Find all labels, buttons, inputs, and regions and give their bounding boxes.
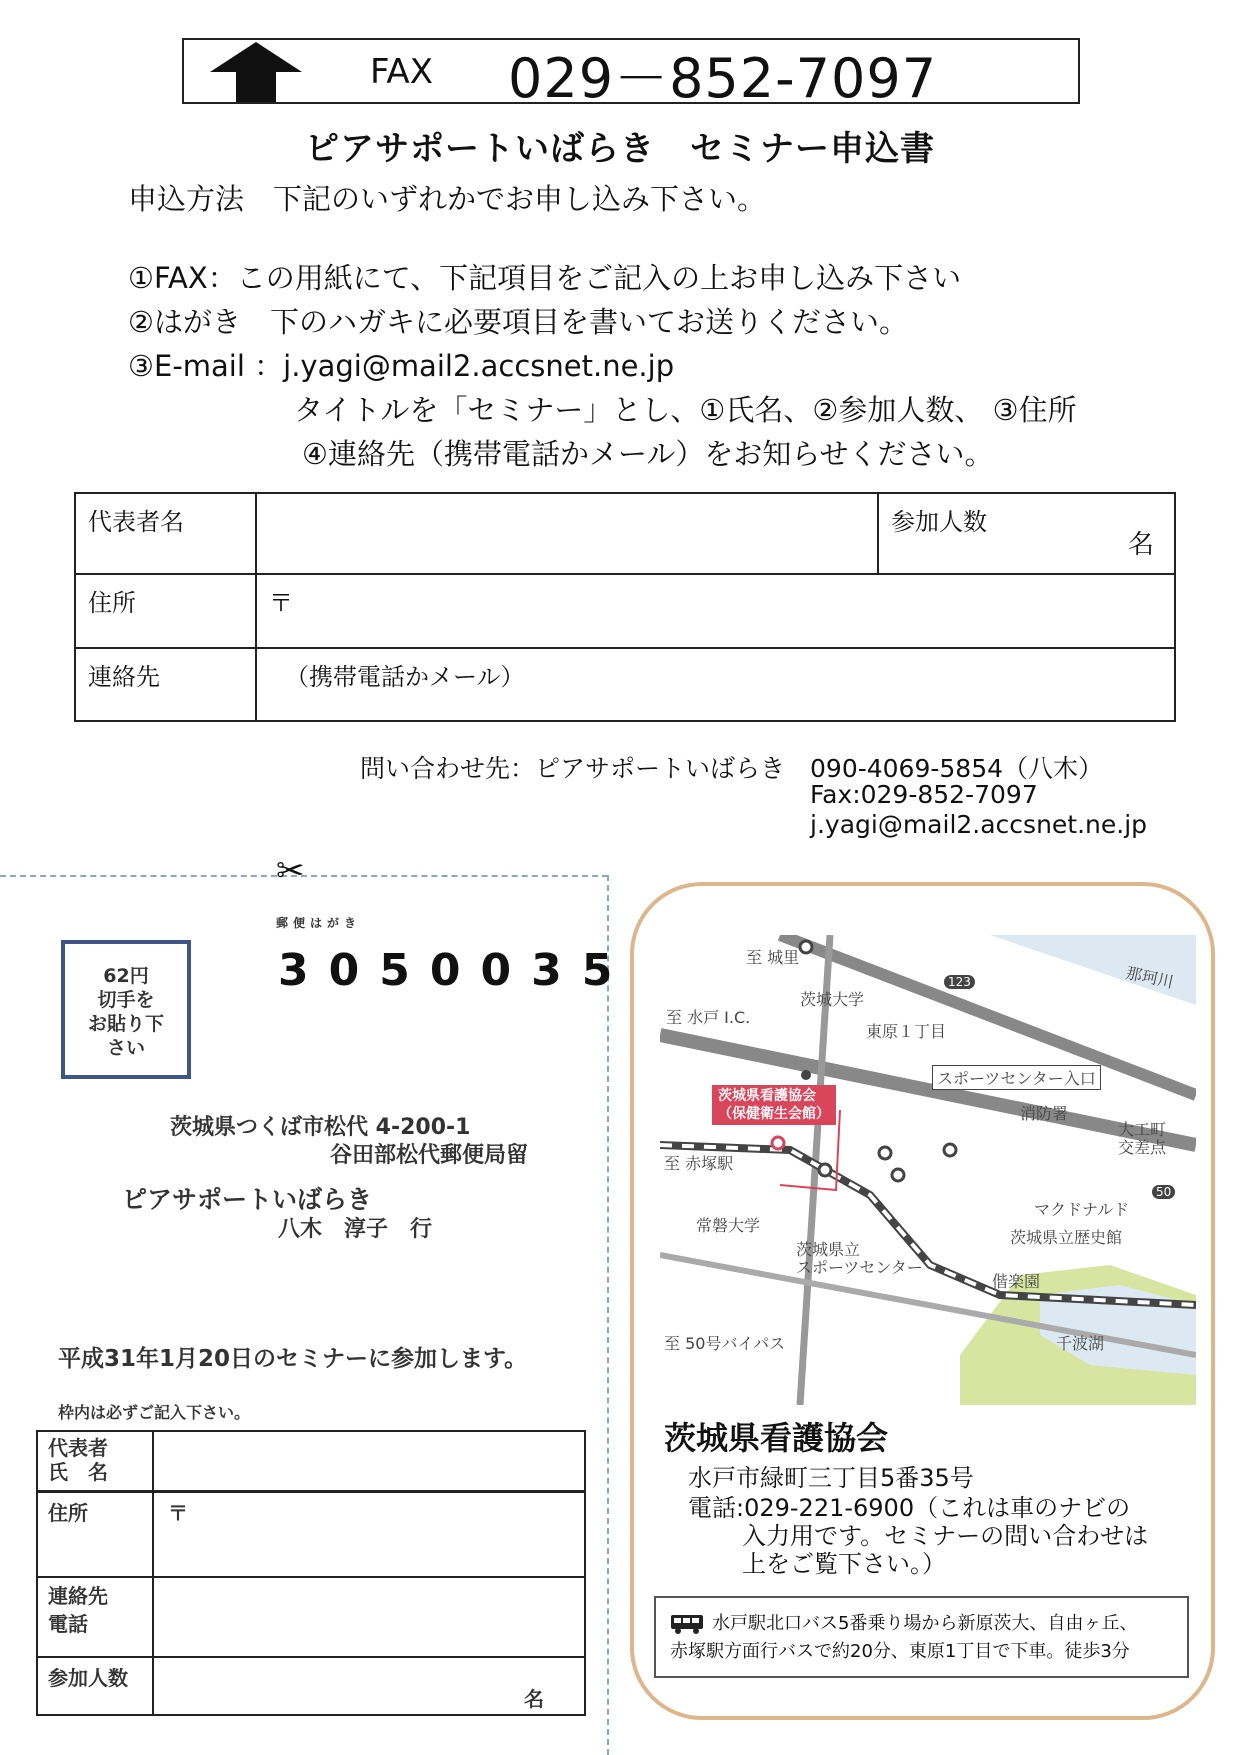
- card-contact-field[interactable]: [153, 1577, 585, 1657]
- fire-marker: [879, 1147, 891, 1159]
- bus-line-2: 赤塚駅方面行バスで約20分、東原1丁目で下車。徒歩3分: [670, 1641, 1130, 1662]
- museum-marker: [892, 1169, 904, 1181]
- univ-marker: [800, 941, 812, 953]
- instructions-fax: ①FAX：この用紙にて、下記項目をご記入の上お申し込み下さい: [128, 261, 962, 295]
- sports-marker: [819, 1164, 831, 1176]
- map-label-route-123: 123: [944, 975, 975, 989]
- card-count-field[interactable]: [153, 1657, 585, 1715]
- application-form: [74, 492, 1176, 722]
- stamp-text-1: 62円: [103, 965, 149, 987]
- stamp-box: [61, 940, 191, 1079]
- postal-code: 3050035: [278, 945, 633, 996]
- map-label-daikumachi-2: 交差点: [1118, 1138, 1167, 1157]
- contact-label: 連絡先: [75, 648, 256, 721]
- bus-stop-marker: [801, 1070, 811, 1080]
- instructions-intro: 申込方法 下記のいずれかでお申し込み下さい。: [128, 182, 767, 216]
- postcard-form: [36, 1430, 586, 1716]
- card-contact-label-2: 電話: [48, 1612, 88, 1636]
- card-address-field[interactable]: [153, 1491, 585, 1577]
- card-count-unit: 名: [524, 1687, 544, 1711]
- map-label-ibaraki-univ: 茨城大学: [800, 990, 865, 1009]
- map-label-daikumachi-1: 大工町: [1118, 1120, 1167, 1139]
- map-label-sports-center-1: 茨城県立: [796, 1240, 861, 1259]
- contact-field[interactable]: [256, 648, 1175, 721]
- fax-number: 029－852-7097: [508, 47, 938, 110]
- map-label-tokiwa-univ: 常磐大学: [696, 1216, 761, 1235]
- card-rep-label-2: 氏 名: [48, 1460, 108, 1484]
- card-postal-mark: 〒: [168, 1500, 188, 1525]
- rep-name-field[interactable]: [256, 493, 878, 574]
- card-contact-label: [37, 1577, 153, 1657]
- postcard-address-1: 茨城県つくば市松代 4-200-1: [170, 1115, 471, 1140]
- map-label-route-50: 50: [1152, 1185, 1175, 1199]
- map-label-daikumachi: [1118, 1121, 1166, 1157]
- recipient-org: ピアサポートいばらき: [122, 1185, 373, 1214]
- postcard-address-2: 谷田部松代郵便局留: [330, 1143, 529, 1168]
- stamp-text-2: 切手を: [97, 989, 155, 1011]
- fax-label: FAX: [370, 52, 433, 92]
- card-rep-field[interactable]: [153, 1431, 585, 1491]
- map-label-kairakuen: 偕楽園: [992, 1272, 1041, 1291]
- nurse-assoc-marker: [772, 1137, 784, 1149]
- map-label-senba-lake: 千波湖: [1056, 1334, 1105, 1353]
- association-phone-note-1: 入力用です。セミナーの問い合わせは: [742, 1522, 1149, 1550]
- card-count-label: 参加人数: [37, 1657, 153, 1715]
- association-address: 水戸市緑町三丁目5番35号: [688, 1464, 974, 1492]
- map-label-mcdonalds: マクドナルド: [1034, 1200, 1130, 1219]
- mcd-marker: [944, 1144, 956, 1156]
- address-label: 住所: [75, 574, 256, 648]
- map-label-sports-center-2: スポーツセンター: [796, 1258, 923, 1277]
- participant-count-label: 参加人数: [891, 508, 987, 536]
- association-name: 茨城県看護協会: [664, 1419, 889, 1457]
- postal-mark: 〒: [269, 589, 293, 617]
- map-label-to-mito-ic: 至 水戸 I.C.: [666, 1008, 751, 1027]
- association-phone: 電話:029-221-6900（これは車のナビの: [688, 1494, 1131, 1522]
- card-rep-label: [37, 1431, 153, 1491]
- must-fill-note: 枠内は必ずご記入下さい。: [58, 1403, 251, 1422]
- participant-count-unit: 名: [1127, 530, 1154, 560]
- map-label-nurse-assoc-1: 茨城県看護協会: [718, 1088, 816, 1104]
- map-label-sports-center: [796, 1241, 923, 1277]
- attend-statement: 平成31年1月20日のセミナーに参加します。: [58, 1346, 528, 1372]
- map-label-nurse-assoc: [712, 1085, 836, 1125]
- inquiry-fax: Fax:029-852-7097: [810, 780, 1038, 809]
- map-label-naka-river: 那珂川: [1124, 963, 1176, 992]
- access-map: [660, 935, 1196, 1405]
- map-label-higashihara: 東原１丁目: [866, 1022, 947, 1041]
- map-label-to-akatsuka: 至 赤塚駅: [664, 1154, 734, 1173]
- recipient-name: 八木 淳子 行: [278, 1217, 433, 1242]
- address-field[interactable]: [256, 574, 1175, 648]
- bus-icon: [670, 1614, 704, 1634]
- scissors-icon: ✂: [276, 851, 305, 891]
- page-title: ピアサポートいばらき セミナー申込書: [305, 129, 935, 169]
- card-contact-label-1: 連絡先: [48, 1584, 108, 1608]
- map-label-to-joli: 至 城里: [746, 948, 800, 967]
- bus-line-1-row: [670, 1610, 1173, 1638]
- instructions-postcard: ②はがき 下のハガキに必要項目を書いてお送りください。: [128, 305, 908, 339]
- up-arrow-icon: [210, 42, 302, 102]
- instructions-email-note-1: タイトルを「セミナー」とし、①氏名、②参加人数、 ③住所: [294, 393, 1077, 427]
- stamp-text-3: お貼り下: [87, 1013, 164, 1035]
- inquiry-line-1: 問い合わせ先：ピアサポートいばらき 090-4069-5854（八木）: [360, 754, 1104, 783]
- stamp-text-4: さい: [106, 1037, 145, 1059]
- map-label-fire-station: 消防署: [1020, 1104, 1069, 1123]
- bus-info-box: [654, 1596, 1189, 1678]
- instructions-email: ③E-mail ：j.yagi@mail2.accsnet.ne.jp: [128, 349, 675, 383]
- cut-line-vertical: [607, 875, 609, 1755]
- map-label-to-bypass: 至 50号バイパス: [664, 1334, 786, 1353]
- inquiry-email: j.yagi@mail2.accsnet.ne.jp: [810, 810, 1148, 839]
- rep-name-label: 代表者名: [75, 493, 256, 574]
- contact-hint: （携帯電話かメール）: [285, 663, 525, 691]
- postcard-label: 郵便はがき: [276, 916, 362, 930]
- bus-line-1: 水戸駅北口バス5番乗り場から新原茨大、自由ヶ丘、: [712, 1613, 1138, 1634]
- instructions-email-note-2: ④連絡先（携帯電話かメール）をお知らせください。: [302, 437, 994, 471]
- map-label-history-museum: 茨城県立歴史館: [1010, 1228, 1123, 1247]
- card-rep-label-1: 代表者: [48, 1436, 108, 1460]
- map-label-sports-entrance: スポーツセンター入口: [932, 1065, 1101, 1090]
- participant-count-field[interactable]: [878, 493, 1175, 574]
- map-label-nurse-assoc-2: （保健衛生会館）: [718, 1106, 830, 1122]
- association-phone-note-2: 上をご覧下さい。）: [742, 1550, 946, 1578]
- card-address-label: 住所: [37, 1491, 153, 1577]
